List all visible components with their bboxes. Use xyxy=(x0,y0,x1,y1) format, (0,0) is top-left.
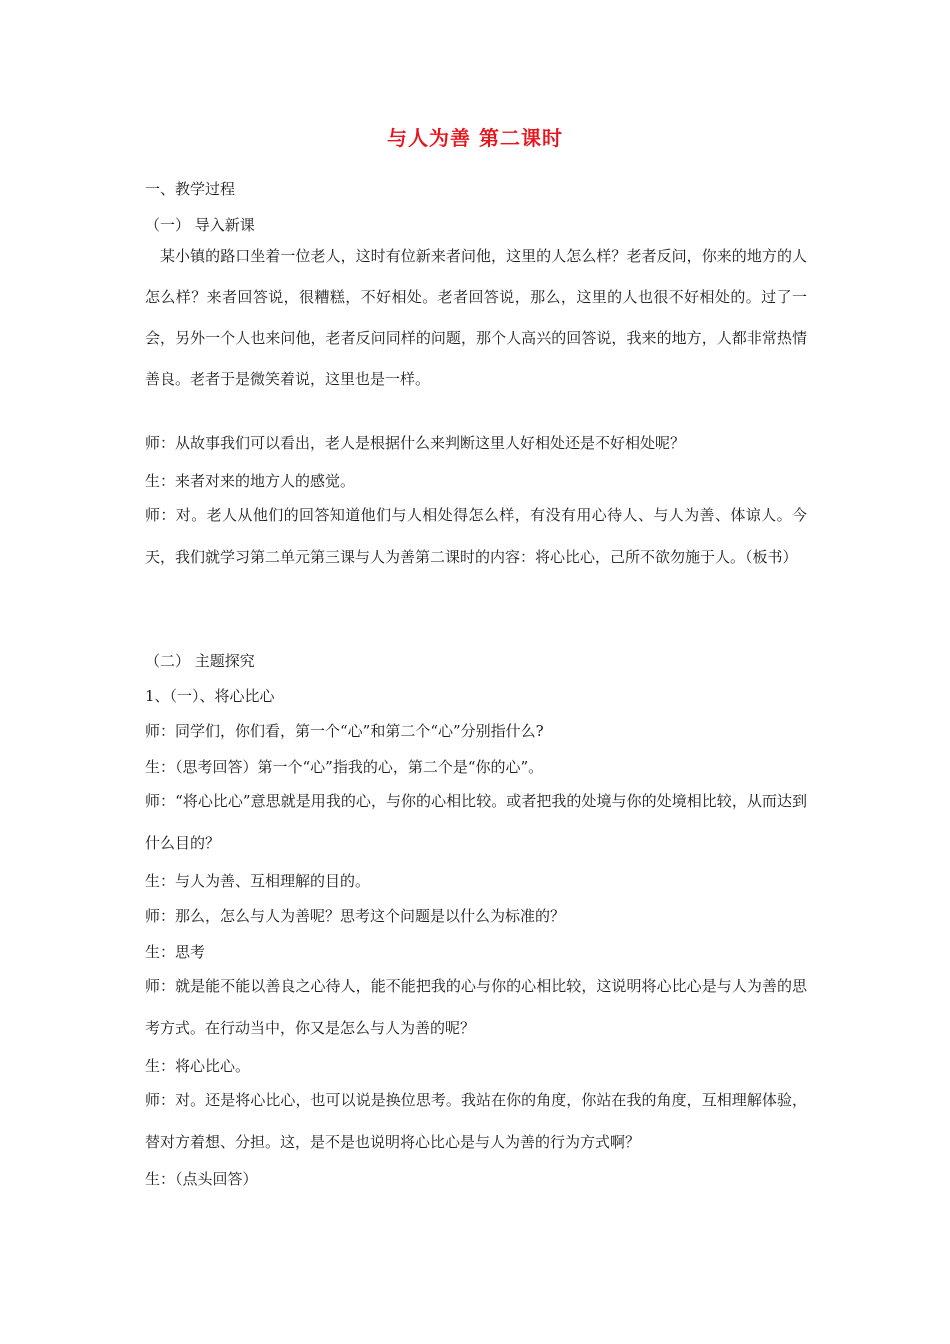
dialogue-line: 生：（思考回答）第一个“心”指我的心，第二个是“你的心”。 xyxy=(145,758,544,776)
dialogue-paragraph: 师：对。老人从他们的回答知道他们与人相处得怎么样，有没有用心待人、与人为善、体谅人。今天，我们就学习第二单元第三课与人为善第二课时的内容：将心比心，己所不欲勿施于人。（板书） xyxy=(145,506,807,566)
dialogue-line: 师：同学们，你们看，第一个“心”和第二个“心”分别指什么? xyxy=(145,722,544,740)
subsection-heading: （二） 主题探究 xyxy=(145,652,255,670)
dialogue-line: 生：来者对来的地方人的感觉。 xyxy=(145,472,356,490)
dialogue-paragraph: 师：就是能不能以善良之心待人，能不能把我的心与你的心相比较，这说明将心比心是与人为善的思考方式。在行动当中，你又是怎么与人为善的呢？ xyxy=(145,977,807,1037)
page-title: 与人为善 第二课时 xyxy=(387,126,563,150)
dialogue-line: 生：思考 xyxy=(145,943,206,961)
numbered-item: 1、（一）、将心比心 xyxy=(145,687,275,705)
dialogue-line: 生：（点头回答） xyxy=(145,1170,258,1188)
dialogue-line: 生：与人为善、互相理解的目的。 xyxy=(145,872,371,890)
story-paragraph: 某小镇的路口坐着一位老人，这时有位新来者问他，这里的人怎么样？老者反问，你来的地方的人怎么样？来者回答说，很糟糕，不好相处。老者回答说，那么，这里的人也很不好相处的。过了一会，另外一个人也来问他，老者反问同样的问题，那个人高兴的回答说，我来的地方，人都非常热情善良。老者于是微笑着说，这里也是一样。 xyxy=(145,247,807,388)
dialogue-paragraph: 师：“将心比心”意思就是用我的心，与你的心相比较。或者把我的处境与你的处境相比较，从而达到什么目的？ xyxy=(145,792,807,852)
dialogue-line: 师：从故事我们可以看出，老人是根据什么来判断这里人好相处还是不好相处呢？ xyxy=(145,434,686,452)
dialogue-line: 师：那么，怎么与人为善呢？思考这个问题是以什么为标准的？ xyxy=(145,907,566,925)
section-heading: 一、教学过程 xyxy=(145,180,236,198)
dialogue-line: 生：将心比心。 xyxy=(145,1057,251,1075)
dialogue-paragraph: 师：对。还是将心比心，也可以说是换位思考。我站在你的角度，你站在我的角度，互相理解体验，替对方着想、分担。这，是不是也说明将心比心是与人为善的行为方式啊？ xyxy=(145,1091,807,1151)
subsection-heading: （一） 导入新课 xyxy=(145,216,255,234)
